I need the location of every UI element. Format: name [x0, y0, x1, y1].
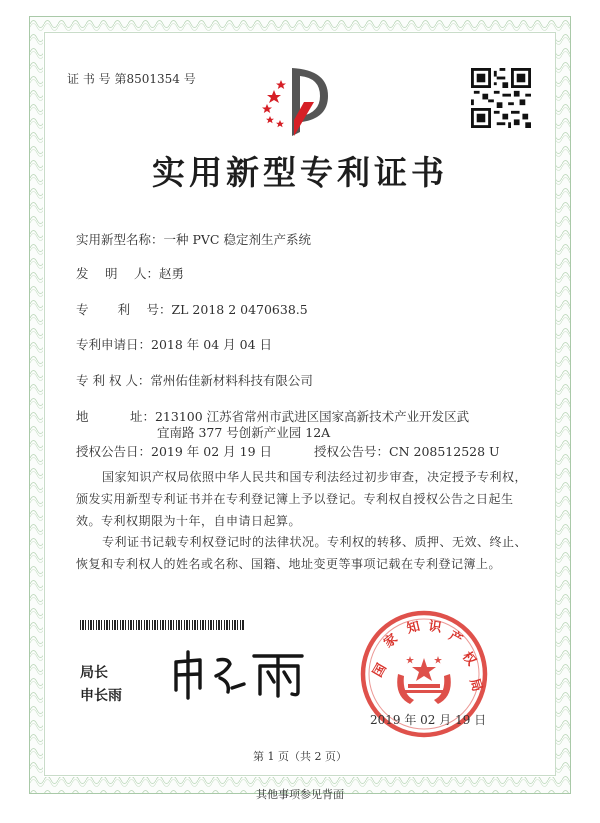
- grant-statement-paragraph: 国家知识产权局依照中华人民共和国专利法经过初步审查，决定授予专利权，颁发实用新型专利证书并在专利登记簿上予以登记。专利权自授权公告之日起生效。专利权期限为十年，自申请日起算。: [76, 470, 528, 528]
- field-grant-number: [314, 444, 500, 460]
- address-line-1: 213100 江苏省常州市武进区国家高新技术产业开发区武: [154, 409, 470, 424]
- filing-date-label: 专利申请日：: [76, 337, 152, 352]
- grant-date-value: 2019 年 02 月 19 日: [151, 444, 273, 459]
- filing-date-value: 2018 年 04 月 04 日: [151, 337, 273, 352]
- certificate-title: 实用新型专利证书: [152, 153, 448, 192]
- utility-name-label: 实用新型名称：: [76, 232, 164, 247]
- field-patent-number: [76, 302, 308, 318]
- field-filing-date: [76, 337, 272, 353]
- svg-text:产: 产: [446, 628, 465, 648]
- director-name-label: 申长雨: [80, 688, 122, 704]
- qr-code-icon: [471, 68, 531, 128]
- address-line-2: 宜南路 377 号创新产业园 12A: [157, 425, 331, 440]
- patentee-value: 常州佑佳新材料科技有限公司: [150, 373, 313, 388]
- inventor-value: 赵勇: [158, 266, 184, 281]
- sipo-logo-icon: [258, 62, 338, 142]
- handwritten-signature: [170, 648, 310, 700]
- svg-text:权: 权: [458, 649, 479, 669]
- field-patentee: [76, 373, 313, 389]
- patent-number-value: ZL 2018 2 0470638.5: [171, 302, 308, 317]
- svg-text:识: 识: [427, 619, 443, 636]
- field-grant-date: [76, 444, 272, 460]
- grant-number-label: 授权公告号：: [314, 444, 390, 459]
- patentee-label: 专 利 权 人：: [76, 373, 151, 388]
- certificate-number: 证 书 号 第8501354 号: [67, 72, 196, 86]
- legal-status-paragraph: 专利证书记载专利权登记时的法律状况。专利权的转移、质押、无效、终止、恢复和专利权人的姓名或名称、国籍、地址变更等事项记载在专利登记簿上。: [76, 535, 528, 571]
- inventor-label: 发 明 人：: [76, 266, 159, 281]
- seal-date: 2019 年 02 月 19 日: [370, 713, 487, 727]
- page-indicator: 第 1 页（共 2 页）: [253, 750, 347, 763]
- patent-number-label: 专 利 号：: [76, 302, 172, 317]
- svg-text:国: 国: [370, 661, 390, 680]
- field-inventor: [76, 266, 184, 282]
- barcode: [80, 620, 245, 630]
- back-note: 其他事项参见背面: [256, 788, 344, 801]
- svg-text:知: 知: [405, 619, 422, 637]
- field-address: [76, 409, 469, 425]
- address-label: 地 址：: [76, 409, 155, 424]
- svg-text:家: 家: [381, 631, 401, 652]
- grant-date-label: 授权公告日：: [76, 444, 152, 459]
- grant-number-value: CN 208512528 U: [389, 444, 500, 459]
- utility-name-value: 一种 PVC 稳定剂生产系统: [163, 232, 311, 247]
- director-title-label: 局长: [80, 665, 108, 681]
- svg-text:局: 局: [466, 676, 485, 694]
- field-utility-name: [76, 232, 311, 248]
